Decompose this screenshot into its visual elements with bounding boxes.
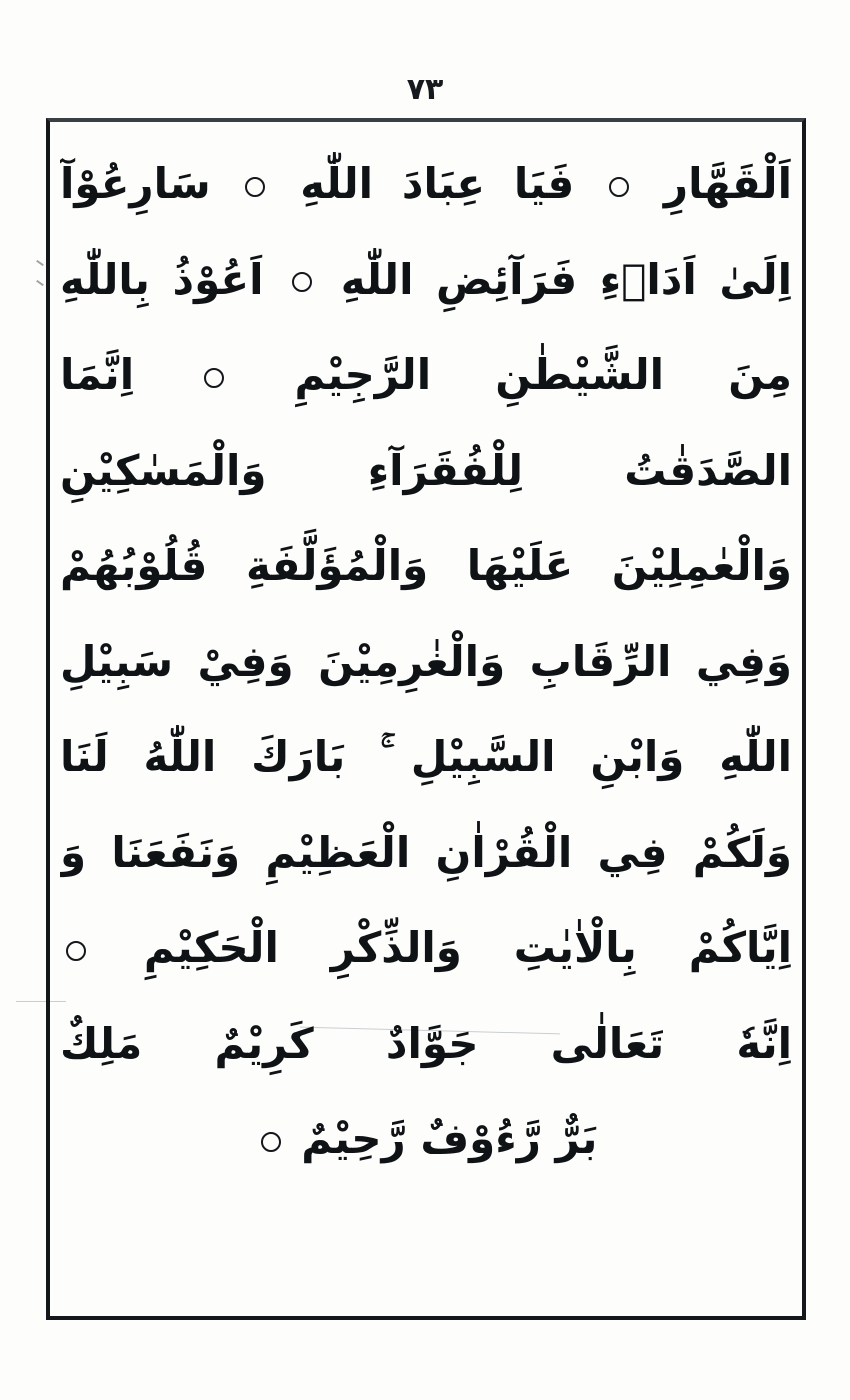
arabic-text-block <box>50 136 802 1187</box>
text-line-3 <box>60 327 792 423</box>
text-segment: سَارِعُوْآ <box>60 159 211 208</box>
text-line-9 <box>60 900 792 996</box>
text-segment: اَعُوْذُ بِاللّٰهِ <box>60 254 264 304</box>
text-line-5 <box>60 518 792 614</box>
text-segment: اِنَّهٗ تَعَالٰى جَوَّادٌ كَرِيْمٌ مَلِكٌ <box>60 1018 792 1068</box>
text-line-1 <box>60 136 792 232</box>
text-segment: فَيَا عِبَادَ اللّٰهِ <box>300 159 575 208</box>
text-line-10 <box>60 996 792 1092</box>
text-segment: اِيَّاكُمْ بِالْاٰيٰتِ وَالذِّكْرِ الْحَكِيْمِ <box>143 923 792 972</box>
verse-end-circle-icon <box>245 177 265 197</box>
verse-end-circle-icon <box>66 941 86 961</box>
text-segment: مِنَ الشَّيْطٰنِ الرَّجِيْمِ <box>294 350 792 399</box>
text-line-11 <box>60 1091 792 1187</box>
verse-end-circle-icon <box>292 272 312 292</box>
text-segment: وَلَكُمْ فِي الْقُرْاٰنِ الْعَظِيْمِ وَنَفَعَنَا وَ <box>60 827 792 877</box>
text-segment: الصَّدَقٰتُ لِلْفُقَرَآءِ وَالْمَسٰكِيْنِ <box>60 445 792 495</box>
text-segment: اللّٰهِ وَابْنِ السَّبِيْلِ ۚ بَارَكَ اللّٰهُ لَنَا <box>60 732 792 781</box>
text-segment: اِنَّمَا <box>60 350 135 399</box>
verse-end-circle-icon <box>261 1132 281 1152</box>
scan-mark <box>36 280 44 286</box>
text-line-6 <box>60 614 792 710</box>
text-line-8 <box>60 805 792 901</box>
text-line-7 <box>60 709 792 805</box>
text-segment: بَرٌّ رَّءُوْفٌ رَّحِيْمٌ <box>301 1114 598 1163</box>
scan-mark <box>36 260 44 266</box>
text-line-4 <box>60 423 792 519</box>
text-line-2 <box>60 232 792 328</box>
text-segment: وَالْعٰمِلِيْنَ عَلَيْهَا وَالْمُؤَلَّفَةِ قُلُوْبُهُمْ <box>60 541 792 590</box>
text-segment: اَلْقَهَّارِ <box>663 159 792 208</box>
verse-end-circle-icon <box>204 368 224 388</box>
text-segment: وَفِي الرِّقَابِ وَالْغٰرِمِيْنَ وَفِيْ سَبِيْلِ <box>60 636 792 686</box>
verse-end-circle-icon <box>609 177 629 197</box>
page-border-frame <box>46 118 806 1320</box>
text-segment: اِلَىٰ اَدَاۤءِ فَرَآئِضِ اللّٰهِ <box>340 254 792 304</box>
page-number: ۷۳ <box>406 72 444 107</box>
